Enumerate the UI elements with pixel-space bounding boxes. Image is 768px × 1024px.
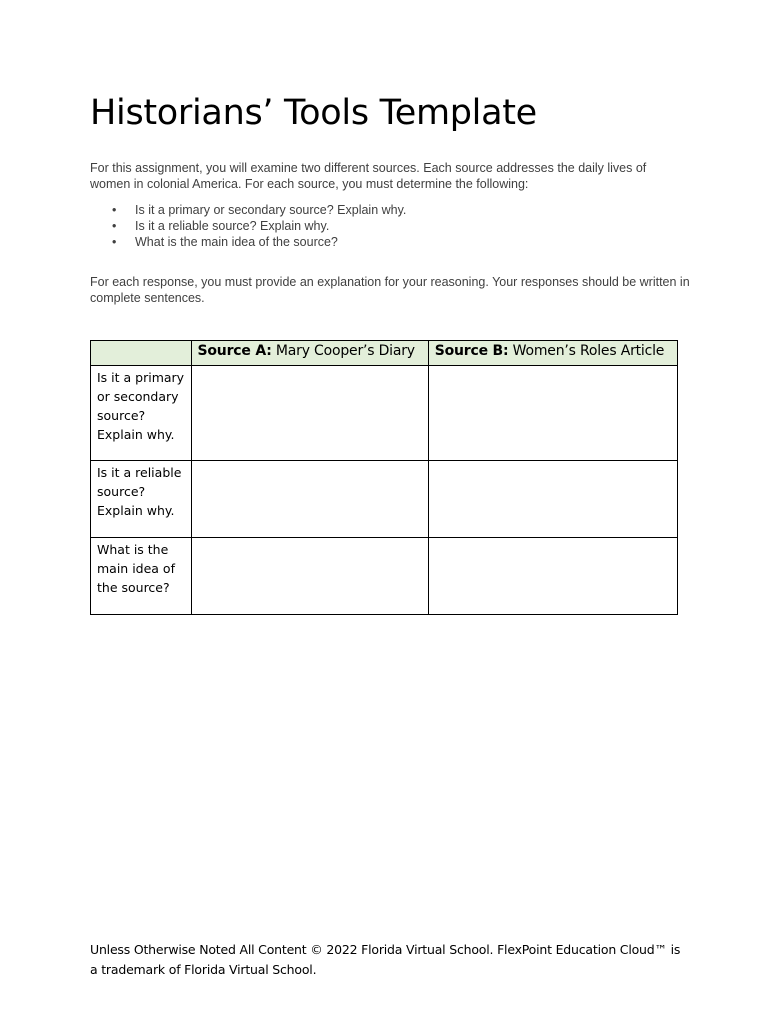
requirement-item: • Is it a primary or secondary source? Explain why. bbox=[90, 202, 690, 218]
header-label: Source B: bbox=[434, 343, 509, 359]
requirement-item: • Is it a reliable source? Explain why. bbox=[90, 218, 690, 234]
header-label: Source A: bbox=[197, 343, 272, 359]
question-cell: What is the main idea of the source? bbox=[91, 538, 192, 615]
answer-cell-source-a[interactable] bbox=[191, 461, 428, 538]
header-source-title: Women’s Roles Article bbox=[508, 343, 665, 359]
question-cell: Is it a reliable source? Explain why. bbox=[91, 461, 192, 538]
table-row bbox=[91, 461, 678, 538]
copyright-footer: Unless Otherwise Noted All Content © 2022 Florida Virtual School. FlexPoint Education Cloud™ is a trademark of Florida Virtual School. bbox=[90, 942, 681, 977]
answer-cell-source-a[interactable] bbox=[191, 366, 428, 461]
table-row bbox=[91, 366, 678, 461]
answer-cell-source-a[interactable] bbox=[191, 538, 428, 615]
page-title: Historians’ Tools Template bbox=[90, 93, 537, 133]
table-header-row bbox=[91, 341, 678, 366]
table-row bbox=[91, 538, 678, 615]
header-source-title: Mary Cooper’s Diary bbox=[271, 343, 415, 359]
source-analysis-table bbox=[90, 340, 678, 615]
header-cell-blank bbox=[91, 341, 192, 366]
instructions-paragraph: For each response, you must provide an explanation for your reasoning. Your responses should be written in complete sentences. bbox=[90, 275, 690, 305]
answer-cell-source-b[interactable] bbox=[428, 538, 677, 615]
requirements-list bbox=[90, 202, 690, 250]
header-cell-source-b bbox=[428, 341, 677, 366]
header-cell-source-a bbox=[191, 341, 428, 366]
answer-cell-source-b[interactable] bbox=[428, 366, 677, 461]
answer-cell-source-b[interactable] bbox=[428, 461, 677, 538]
intro-paragraph: For this assignment, you will examine two different sources. Each source addresses the daily lives of women in colonial America. For each source, you must determine the following: bbox=[90, 161, 647, 191]
question-cell: Is it a primary or secondary source? Explain why. bbox=[91, 366, 192, 461]
requirement-item: • What is the main idea of the source? bbox=[90, 234, 690, 250]
